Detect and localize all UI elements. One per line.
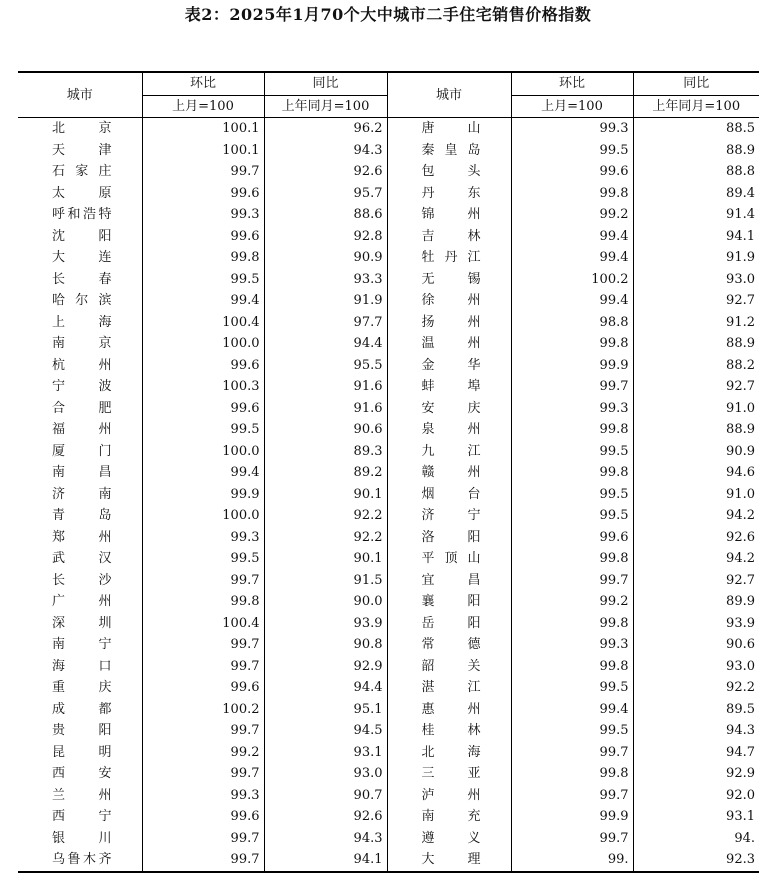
city-cell: 重庆 [52,680,112,696]
table-row [18,634,759,656]
city-cell: 哈尔滨 [52,293,112,309]
table-row [18,441,759,463]
yoy-value-cell: 93.9 [264,613,387,635]
yoy-value-cell: 93.1 [264,742,387,764]
yoy-base-label: 上年同月=100 [264,95,387,118]
mom-value-cell: 99.7 [142,161,264,183]
yoy-value-cell: 90.0 [264,591,387,613]
mom-value-cell: 99. [511,849,633,872]
yoy-value-cell: 92.2 [633,677,759,699]
yoy-value-cell: 88.6 [264,204,387,226]
mom-value-cell: 99.8 [511,333,633,355]
city-cell: 深圳 [52,615,112,631]
yoy-value-cell: 94.3 [633,720,759,742]
city-cell: 贵阳 [52,723,112,739]
table-row [18,742,759,764]
mom-value-cell: 99.5 [511,720,633,742]
table-row [18,183,759,205]
yoy-value-cell: 89.2 [264,462,387,484]
yoy-value-cell: 91.9 [264,290,387,312]
city-cell: 济宁 [387,505,511,527]
yoy-value-cell: 91.4 [633,204,759,226]
city-cell: 南京 [52,336,112,352]
city-cell: 牡丹江 [387,247,511,269]
mom-value-cell: 99.8 [142,591,264,613]
table-row [18,462,759,484]
yoy-value-cell: 91.6 [264,398,387,420]
table-row [18,785,759,807]
mom-value-cell: 100.4 [142,613,264,635]
mom-value-cell: 99.6 [142,398,264,420]
mom-value-cell: 99.7 [511,376,633,398]
yoy-value-cell: 88.5 [633,118,759,140]
table-title: 表2：2025年1月70个大中城市二手住宅销售价格指数 [184,5,592,24]
yoy-value-cell: 91.9 [633,247,759,269]
yoy-value-cell: 94.2 [633,505,759,527]
yoy-value-cell: 92.9 [633,763,759,785]
mom-value-cell: 99.4 [511,226,633,248]
city-cell: 济南 [52,486,112,502]
yoy-value-cell: 94.5 [264,720,387,742]
yoy-value-cell: 90.9 [264,247,387,269]
yoy-value-cell: 89.3 [264,441,387,463]
table-row [18,613,759,635]
mom-value-cell: 99.7 [142,828,264,850]
table-row [18,161,759,183]
mom-value-cell: 99.4 [142,290,264,312]
table-row [18,699,759,721]
city-cell: 呼和浩特 [52,207,112,223]
mom-value-cell: 99.3 [142,527,264,549]
city-cell: 唐山 [387,118,511,140]
yoy-value-cell: 90.6 [633,634,759,656]
mom-value-cell: 99.8 [511,462,633,484]
city-cell: 天津 [52,142,112,158]
table-row [18,118,759,140]
mom-value-cell: 100.1 [142,118,264,140]
city-cell: 青岛 [52,508,112,524]
mom-value-cell: 99.8 [511,183,633,205]
mom-value-cell: 99.7 [511,570,633,592]
city-cell: 海口 [52,658,112,674]
mom-value-cell: 99.5 [511,140,633,162]
table-body [18,118,759,872]
city-cell: 丹东 [387,183,511,205]
yoy-value-cell: 92.7 [633,290,759,312]
table-row [18,355,759,377]
yoy-value-cell: 94.4 [264,333,387,355]
yoy-value-cell: 94.7 [633,742,759,764]
city-cell: 西宁 [52,809,112,825]
mom-value-cell: 100.3 [142,376,264,398]
yoy-value-cell: 93.3 [264,269,387,291]
yoy-value-cell: 92.6 [264,806,387,828]
yoy-value-cell: 89.9 [633,591,759,613]
city-cell: 无锡 [387,269,511,291]
yoy-value-cell: 94.1 [633,226,759,248]
city-cell: 温州 [387,333,511,355]
yoy-value-cell: 95.7 [264,183,387,205]
mom-value-cell: 99.7 [142,763,264,785]
table-row [18,849,759,872]
table-row [18,140,759,162]
yoy-value-cell: 93.0 [264,763,387,785]
yoy-value-cell: 93.1 [633,806,759,828]
yoy-value-cell: 92.3 [633,849,759,872]
mom-value-cell: 99.6 [142,355,264,377]
city-cell: 广州 [52,594,112,610]
mom-value-cell: 99.7 [142,849,264,872]
mom-value-cell: 99.6 [142,226,264,248]
yoy-value-cell: 93.0 [633,656,759,678]
yoy-value-cell: 89.4 [633,183,759,205]
table-row [18,828,759,850]
mom-value-cell: 99.3 [511,118,633,140]
city-cell: 襄阳 [387,591,511,613]
city-cell: 赣州 [387,462,511,484]
yoy-value-cell: 92.7 [633,376,759,398]
mom-value-cell: 100.2 [511,269,633,291]
table-row [18,269,759,291]
city-cell: 北京 [52,121,112,137]
mom-value-cell: 99.5 [142,419,264,441]
mom-value-cell: 99.7 [142,720,264,742]
mom-value-cell: 99.9 [511,806,633,828]
table-row [18,548,759,570]
mom-value-cell: 100.0 [142,505,264,527]
city-cell: 银川 [52,830,112,846]
mom-value-cell: 99.3 [142,785,264,807]
yoy-value-cell: 90.7 [264,785,387,807]
table-row [18,570,759,592]
city-cell: 岳阳 [387,613,511,635]
mom-value-cell: 99.5 [511,505,633,527]
mom-value-cell: 99.5 [511,677,633,699]
table-row [18,677,759,699]
city-cell: 金华 [387,355,511,377]
city-cell: 郑州 [52,529,112,545]
mom-value-cell: 99.8 [511,656,633,678]
yoy-value-cell: 92.6 [264,161,387,183]
yoy-column-header: 同比 [633,72,759,95]
yoy-value-cell: 90.1 [264,484,387,506]
city-cell: 平顶山 [387,548,511,570]
yoy-value-cell: 93.0 [633,269,759,291]
city-cell: 上海 [52,314,112,330]
yoy-value-cell: 88.9 [633,333,759,355]
yoy-value-cell: 94.3 [264,828,387,850]
yoy-value-cell: 94.3 [264,140,387,162]
mom-value-cell: 99.7 [511,828,633,850]
table-row [18,333,759,355]
yoy-value-cell: 92.8 [264,226,387,248]
mom-value-cell: 99.8 [511,763,633,785]
city-cell: 北海 [387,742,511,764]
city-cell: 大连 [52,250,112,266]
mom-value-cell: 100.2 [142,699,264,721]
yoy-column-header: 同比 [264,72,387,95]
city-cell: 宁波 [52,379,112,395]
table-row [18,505,759,527]
city-cell: 乌鲁木齐 [18,849,142,872]
mom-value-cell: 99.2 [511,204,633,226]
yoy-value-cell: 90.1 [264,548,387,570]
city-cell: 安庆 [387,398,511,420]
table-row [18,312,759,334]
city-cell: 秦皇岛 [387,140,511,162]
price-index-table [18,71,759,873]
yoy-value-cell: 96.2 [264,118,387,140]
yoy-value-cell: 92.6 [633,527,759,549]
mom-value-cell: 99.4 [511,290,633,312]
mom-value-cell: 100.0 [142,441,264,463]
city-cell: 长春 [52,271,112,287]
yoy-value-cell: 90.6 [264,419,387,441]
yoy-value-cell: 92.7 [633,570,759,592]
mom-value-cell: 99.8 [511,548,633,570]
city-cell: 石家庄 [52,164,112,180]
mom-value-cell: 99.7 [511,742,633,764]
city-cell: 蚌埠 [387,376,511,398]
mom-value-cell: 99.9 [142,484,264,506]
yoy-value-cell: 89.5 [633,699,759,721]
table-row [18,226,759,248]
mom-value-cell: 99.6 [142,806,264,828]
mom-value-cell: 99.5 [511,484,633,506]
city-cell: 成都 [52,701,112,717]
yoy-value-cell: 90.9 [633,441,759,463]
mom-value-cell: 99.4 [511,247,633,269]
city-cell: 遵义 [387,828,511,850]
mom-value-cell: 99.6 [142,677,264,699]
table-row [18,591,759,613]
yoy-value-cell: 91.0 [633,484,759,506]
yoy-base-label: 上年同月=100 [633,95,759,118]
mom-value-cell: 99.2 [142,742,264,764]
mom-value-cell: 99.5 [142,269,264,291]
table-row [18,247,759,269]
city-cell: 武汉 [52,551,112,567]
mom-value-cell: 99.6 [511,527,633,549]
city-cell: 厦门 [52,443,112,459]
city-cell: 泉州 [387,419,511,441]
city-cell: 福州 [52,422,112,438]
city-cell: 宜昌 [387,570,511,592]
mom-value-cell: 99.3 [511,398,633,420]
mom-value-cell: 99.6 [142,183,264,205]
mom-value-cell: 99.4 [511,699,633,721]
city-cell: 合肥 [52,400,112,416]
mom-value-cell: 99.2 [511,591,633,613]
table-row [18,763,759,785]
city-cell: 沈阳 [52,228,112,244]
mom-value-cell: 100.1 [142,140,264,162]
mom-value-cell: 99.7 [511,785,633,807]
city-column-header: 城市 [387,72,511,118]
yoy-value-cell: 93.9 [633,613,759,635]
city-cell: 徐州 [387,290,511,312]
city-cell: 吉林 [387,226,511,248]
yoy-value-cell: 94.6 [633,462,759,484]
city-cell: 湛江 [387,677,511,699]
city-cell: 常德 [387,634,511,656]
yoy-value-cell: 97.7 [264,312,387,334]
yoy-value-cell: 92.9 [264,656,387,678]
city-cell: 九江 [387,441,511,463]
city-cell: 桂林 [387,720,511,742]
mom-value-cell: 99.4 [142,462,264,484]
yoy-value-cell: 95.1 [264,699,387,721]
mom-column-header: 环比 [142,72,264,95]
yoy-value-cell: 94.1 [264,849,387,872]
yoy-value-cell: 91.6 [264,376,387,398]
mom-value-cell: 99.7 [142,634,264,656]
mom-value-cell: 99.9 [511,355,633,377]
city-cell: 南宁 [52,637,112,653]
table-row [18,398,759,420]
city-cell: 泸州 [387,785,511,807]
mom-value-cell: 99.3 [511,634,633,656]
mom-value-cell: 99.5 [142,548,264,570]
yoy-value-cell: 91.5 [264,570,387,592]
yoy-value-cell: 88.2 [633,355,759,377]
city-column-header: 城市 [18,72,142,118]
table-row [18,290,759,312]
city-cell: 西安 [52,766,112,782]
table-row [18,720,759,742]
city-cell: 锦州 [387,204,511,226]
mom-value-cell: 99.8 [511,613,633,635]
mom-value-cell: 98.8 [511,312,633,334]
table-row [18,806,759,828]
mom-column-header: 环比 [511,72,633,95]
city-cell: 韶关 [387,656,511,678]
mom-base-label: 上月=100 [142,95,264,118]
yoy-value-cell: 94.2 [633,548,759,570]
table-row [18,376,759,398]
table-row [18,204,759,226]
yoy-value-cell: 94.4 [264,677,387,699]
yoy-value-cell: 91.0 [633,398,759,420]
city-cell: 烟台 [387,484,511,506]
city-cell: 杭州 [52,357,112,373]
city-cell: 兰州 [52,787,112,803]
city-cell: 太原 [52,185,112,201]
city-cell: 扬州 [387,312,511,334]
yoy-value-cell: 94. [633,828,759,850]
table-row [18,656,759,678]
table-row [18,484,759,506]
yoy-value-cell: 95.5 [264,355,387,377]
city-cell: 昆明 [52,744,112,760]
table-row [18,527,759,549]
mom-value-cell: 99.6 [511,161,633,183]
city-cell: 洛阳 [387,527,511,549]
city-cell: 南充 [387,806,511,828]
city-cell: 三亚 [387,763,511,785]
yoy-value-cell: 90.8 [264,634,387,656]
mom-value-cell: 100.0 [142,333,264,355]
yoy-value-cell: 88.9 [633,140,759,162]
mom-value-cell: 99.8 [142,247,264,269]
city-cell: 长沙 [52,572,112,588]
mom-value-cell: 99.8 [511,419,633,441]
city-cell: 大理 [387,849,511,872]
city-cell: 南昌 [52,465,112,481]
yoy-value-cell: 92.2 [264,527,387,549]
mom-base-label: 上月=100 [511,95,633,118]
city-cell: 包头 [387,161,511,183]
yoy-value-cell: 91.2 [633,312,759,334]
mom-value-cell: 99.7 [142,656,264,678]
yoy-value-cell: 92.0 [633,785,759,807]
mom-value-cell: 99.7 [142,570,264,592]
yoy-value-cell: 92.2 [264,505,387,527]
mom-value-cell: 100.4 [142,312,264,334]
table-row [18,419,759,441]
city-cell: 惠州 [387,699,511,721]
yoy-value-cell: 88.8 [633,161,759,183]
mom-value-cell: 99.5 [511,441,633,463]
mom-value-cell: 99.3 [142,204,264,226]
yoy-value-cell: 88.9 [633,419,759,441]
